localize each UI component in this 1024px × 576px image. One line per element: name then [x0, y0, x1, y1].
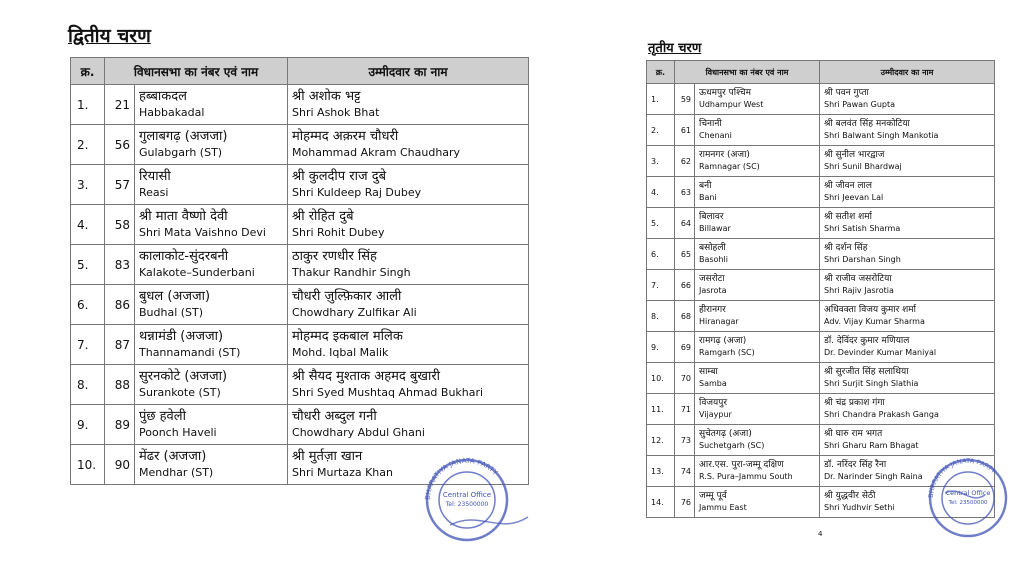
table-row	[647, 115, 995, 146]
serial-cell: 2.	[647, 115, 675, 146]
serial-cell: 7.	[647, 270, 675, 301]
constituency-name-english: Surankote (ST)	[139, 385, 221, 399]
candidate-header: उम्मीदवार का नाम	[820, 61, 995, 84]
table-row	[647, 332, 995, 363]
constituency-cell	[135, 285, 288, 325]
seal-tel-text: Tel: 23500000	[948, 500, 988, 506]
constituency-number-cell: 76	[675, 487, 695, 518]
constituency-name-english: Bani	[699, 193, 717, 202]
serial-cell: 8.	[71, 365, 105, 405]
table-row	[71, 285, 529, 325]
constituency-name-english: Basohli	[699, 255, 728, 264]
constituency-number-cell: 63	[675, 177, 695, 208]
candidate-cell	[288, 405, 529, 445]
candidate-cell	[820, 270, 995, 301]
constituency-name-hindi: थन्नामंडी (अजजा)	[139, 328, 224, 344]
serial-cell: 5.	[71, 245, 105, 285]
candidate-name-hindi: मोहम्मद इकबाल मलिक	[292, 328, 403, 344]
table-row	[647, 208, 995, 239]
table-row	[71, 125, 529, 165]
seal-office-text: Central Office	[945, 489, 991, 497]
table-row	[647, 239, 995, 270]
serial-cell: 9.	[71, 405, 105, 445]
table-row	[647, 270, 995, 301]
constituency-header: विधानसभा का नंबर एवं नाम	[105, 58, 288, 85]
constituency-name-hindi: रियासी	[139, 168, 171, 184]
table-row	[647, 425, 995, 456]
seal-org-text: BHARATIYA JANATA PARTY	[423, 456, 500, 501]
serial-cell: 2.	[71, 125, 105, 165]
serial-header: क्र.	[647, 61, 675, 84]
candidate-cell	[288, 85, 529, 125]
bjp-seal-stamp	[925, 455, 1015, 540]
candidate-name-hindi: अधिवक्ता विजय कुमार शर्मा	[824, 305, 916, 315]
constituency-name-hindi: हब्बाकदल	[139, 88, 187, 104]
constituency-cell	[695, 270, 820, 301]
candidate-name-hindi: मोहम्मद अक़रम चौधरी	[292, 128, 399, 144]
constituency-number-cell: 58	[105, 205, 135, 245]
constituency-name-english: Samba	[699, 379, 727, 388]
constituency-cell	[135, 325, 288, 365]
constituency-cell	[135, 125, 288, 165]
candidate-cell	[288, 325, 529, 365]
constituency-number-cell: 74	[675, 456, 695, 487]
candidate-name-hindi: श्री पवन गुप्ता	[824, 88, 869, 98]
constituency-name-hindi: जम्मू पूर्व	[699, 491, 727, 501]
serial-cell: 7.	[71, 325, 105, 365]
constituency-cell	[695, 239, 820, 270]
candidate-cell	[820, 425, 995, 456]
constituency-name-english: Vijaypur	[699, 410, 732, 419]
constituency-number-cell: 83	[105, 245, 135, 285]
candidate-name-english: Shri Jeevan Lal	[824, 193, 884, 202]
constituency-cell	[695, 84, 820, 115]
serial-cell: 4.	[71, 205, 105, 245]
constituency-name-english: Kalakote–Sunderbani	[139, 265, 255, 279]
constituency-name-hindi: हीरानगर	[699, 305, 726, 315]
candidate-name-english: Shri Rohit Dubey	[292, 225, 385, 239]
table-row	[71, 245, 529, 285]
constituency-number-cell: 71	[675, 394, 695, 425]
constituency-number-cell: 57	[105, 165, 135, 205]
constituency-number-cell: 68	[675, 301, 695, 332]
seal-org-text: BHARATIYA JANATA PARTY	[926, 456, 998, 499]
candidate-name-hindi: चौधरी अब्दुल गनी	[292, 408, 377, 424]
serial-cell: 10.	[71, 445, 105, 485]
constituency-number-cell: 61	[675, 115, 695, 146]
serial-cell: 5.	[647, 208, 675, 239]
constituency-name-english: Chenani	[699, 131, 732, 140]
candidate-name-english: Shri Surjit Singh Slathia	[824, 379, 919, 388]
constituency-name-english: Ramnagar (SC)	[699, 162, 760, 171]
constituency-name-hindi: सुरनकोटे (अजजा)	[139, 368, 228, 384]
constituency-name-english: Habbakadal	[139, 105, 205, 119]
candidate-name-english: Shri Rajiv Jasrotia	[824, 286, 894, 295]
candidate-cell	[288, 285, 529, 325]
candidate-name-english: Chowdhary Abdul Ghani	[292, 425, 425, 439]
constituency-name-hindi: जसरोटा	[699, 274, 725, 284]
candidate-name-hindi: श्री चंद्र प्रकाश गंगा	[824, 398, 885, 408]
constituency-number-cell: 64	[675, 208, 695, 239]
candidate-cell	[288, 205, 529, 245]
candidate-name-hindi: श्री राजीव जसरोटिया	[824, 274, 892, 284]
constituency-cell	[695, 115, 820, 146]
constituency-name-hindi: रामगढ़ (अजा)	[699, 336, 747, 346]
constituency-name-hindi: बुधल (अजजा)	[139, 288, 211, 304]
candidate-cell	[820, 332, 995, 363]
constituency-number-cell: 87	[105, 325, 135, 365]
candidate-name-english: Mohammad Akram Chaudhary	[292, 145, 461, 159]
constituency-number-cell: 86	[105, 285, 135, 325]
candidate-cell	[288, 365, 529, 405]
serial-cell: 3.	[71, 165, 105, 205]
candidate-name-english: Shri Balwant Singh Mankotia	[824, 131, 939, 140]
candidate-name-english: Shri Chandra Prakash Ganga	[824, 410, 939, 419]
candidate-name-english: Mohd. Iqbal Malik	[292, 345, 389, 359]
seal-tel-text: Tel: 23500000	[445, 501, 489, 508]
candidate-name-hindi: श्री दर्शन सिंह	[824, 243, 868, 253]
constituency-name-hindi: बनी	[699, 181, 712, 191]
constituency-name-hindi: सुचेतगढ़ (अजा)	[699, 429, 752, 439]
serial-cell: 4.	[647, 177, 675, 208]
candidate-name-hindi: श्री सतीश शर्मा	[824, 212, 872, 222]
table-header-row	[71, 58, 529, 85]
serial-cell: 8.	[647, 301, 675, 332]
constituency-cell	[135, 445, 288, 485]
serial-cell: 1.	[647, 84, 675, 115]
constituency-cell	[695, 177, 820, 208]
constituency-cell	[135, 85, 288, 125]
candidate-name-hindi: श्री बलवंत सिंह मनकोटिया	[824, 119, 910, 129]
constituency-cell	[695, 146, 820, 177]
constituency-name-english: Hiranagar	[699, 317, 739, 326]
candidate-name-english: Shri Gharu Ram Bhagat	[824, 441, 919, 450]
constituency-cell	[135, 165, 288, 205]
candidate-name-english: Shri Pawan Gupta	[824, 100, 896, 109]
constituency-name-hindi: विजयपुर	[699, 398, 728, 408]
constituency-cell	[695, 363, 820, 394]
serial-cell: 9.	[647, 332, 675, 363]
candidate-name-english: Dr. Devinder Kumar Maniyal	[824, 348, 937, 357]
candidate-cell	[820, 239, 995, 270]
candidate-name-english: Chowdhary Zulfikar Ali	[292, 305, 417, 319]
candidate-cell	[288, 125, 529, 165]
constituency-number-cell: 89	[105, 405, 135, 445]
page-number: 4	[818, 530, 823, 538]
constituency-name-english: Reasi	[139, 185, 169, 199]
constituency-name-english: Thannamandi (ST)	[139, 345, 241, 359]
candidate-name-hindi: डॉ. नरिंदर सिंह रैना	[824, 460, 887, 470]
serial-cell: 1.	[71, 85, 105, 125]
serial-cell: 14.	[647, 487, 675, 518]
constituency-name-english: Billawar	[699, 224, 731, 233]
constituency-number-cell: 90	[105, 445, 135, 485]
candidate-name-english: Shri Satish Sharma	[824, 224, 901, 233]
constituency-name-hindi: रामनगर (अजा)	[699, 150, 750, 160]
constituency-header: विधानसभा का नंबर एवं नाम	[675, 61, 820, 84]
candidate-name-hindi: श्री सुरजीत सिंह सलाथिया	[824, 367, 909, 377]
candidate-cell	[288, 165, 529, 205]
constituency-cell	[135, 205, 288, 245]
phase3-table	[646, 60, 998, 518]
serial-cell: 13.	[647, 456, 675, 487]
constituency-name-hindi: साम्बा	[699, 367, 718, 377]
constituency-name-hindi: मेंढर (अजजा)	[139, 448, 207, 464]
constituency-name-english: Poonch Haveli	[139, 425, 217, 439]
phase2-table	[70, 57, 529, 485]
candidate-name-english: Thakur Randhir Singh	[292, 265, 411, 279]
candidate-name-hindi: श्री रोहित दुबे	[292, 208, 354, 224]
constituency-number-cell: 56	[105, 125, 135, 165]
serial-cell: 10.	[647, 363, 675, 394]
serial-cell: 11.	[647, 394, 675, 425]
constituency-name-english: Shri Mata Vaishno Devi	[139, 225, 266, 239]
constituency-name-english: Jammu East	[699, 503, 747, 512]
candidate-cell	[820, 115, 995, 146]
candidate-name-english: Shri Ashok Bhat	[292, 105, 380, 119]
constituency-cell	[695, 208, 820, 239]
constituency-name-hindi: आर.एस. पुरा-जम्मू दक्षिण	[699, 460, 784, 470]
table-row	[71, 165, 529, 205]
candidate-cell	[820, 146, 995, 177]
candidate-name-hindi: श्री कुलदीप राज दुबे	[292, 168, 387, 184]
constituency-number-cell: 59	[675, 84, 695, 115]
constituency-cell	[135, 365, 288, 405]
constituency-number-cell: 69	[675, 332, 695, 363]
table-row	[647, 177, 995, 208]
candidate-name-english: Adv. Vijay Kumar Sharma	[824, 317, 925, 326]
candidate-header: उम्मीदवार का नाम	[288, 58, 529, 85]
table-row	[71, 85, 529, 125]
constituency-name-english: Ramgarh (SC)	[699, 348, 755, 357]
constituency-cell	[695, 332, 820, 363]
bjp-seal-stamp	[420, 455, 530, 545]
constituency-name-hindi: गुलाबगढ़ (अजजा)	[139, 128, 228, 144]
constituency-name-hindi: बिलावर	[699, 212, 724, 222]
candidate-name-hindi: श्री घारु राम भगत	[824, 429, 883, 439]
constituency-name-english: Jasrota	[699, 286, 727, 295]
serial-header: क्र.	[71, 58, 105, 85]
candidate-cell	[820, 394, 995, 425]
candidate-name-hindi: श्री सैयद मुश्ताक अहमद बुखारी	[292, 368, 441, 384]
constituency-number-cell: 21	[105, 85, 135, 125]
table-row	[647, 363, 995, 394]
candidate-name-english: Dr. Narinder Singh Raina	[824, 472, 923, 481]
serial-cell: 12.	[647, 425, 675, 456]
candidate-cell	[820, 301, 995, 332]
candidate-name-hindi: श्री मुर्तज़ा खान	[292, 448, 363, 464]
serial-cell: 6.	[71, 285, 105, 325]
table-row	[647, 146, 995, 177]
constituency-name-english: Mendhar (ST)	[139, 465, 214, 479]
candidate-cell	[820, 363, 995, 394]
constituency-cell	[695, 394, 820, 425]
constituency-number-cell: 66	[675, 270, 695, 301]
candidate-name-hindi: श्री अशोक भट्ट	[292, 88, 361, 104]
candidate-name-english: Shri Syed Mushtaq Ahmad Bukhari	[292, 385, 484, 399]
table-row	[71, 325, 529, 365]
serial-cell: 6.	[647, 239, 675, 270]
constituency-name-hindi: ऊधमपुर पश्चिम	[699, 88, 752, 98]
constituency-name-hindi: श्री माता वैष्णो देवी	[139, 208, 228, 224]
serial-cell: 3.	[647, 146, 675, 177]
candidate-name-hindi: श्री जीवन लाल	[824, 181, 872, 191]
candidate-name-hindi: चौधरी ज़ुल्फ़िकार आली	[292, 288, 402, 304]
constituency-name-english: Gulabgarh (ST)	[139, 145, 223, 159]
seal-office-text: Central Office	[442, 491, 492, 499]
candidate-cell	[820, 84, 995, 115]
constituency-number-cell: 73	[675, 425, 695, 456]
candidate-name-english: Shri Sunil Bhardwaj	[824, 162, 902, 171]
constituency-name-hindi: पुंछ हवेली	[139, 408, 186, 424]
table-row	[71, 365, 529, 405]
candidate-name-english: Shri Yudhvir Sethi	[824, 503, 895, 512]
constituency-name-hindi: चिनानी	[699, 119, 722, 129]
phase2-title: द्वितीय चरण	[68, 25, 151, 47]
constituency-cell	[135, 245, 288, 285]
constituency-name-english: Suchetgarh (SC)	[699, 441, 765, 450]
constituency-name-english: Udhampur West	[699, 100, 764, 109]
constituency-name-english: Budhal (ST)	[139, 305, 204, 319]
constituency-number-cell: 70	[675, 363, 695, 394]
candidate-name-english: Shri Darshan Singh	[824, 255, 901, 264]
candidate-name-hindi: श्री युद्धवीर सेठी	[824, 491, 876, 501]
candidate-name-hindi: श्री सुनील भारद्वाज	[824, 150, 885, 160]
constituency-cell	[695, 425, 820, 456]
constituency-number-cell: 65	[675, 239, 695, 270]
constituency-name-hindi: बसोहली	[699, 243, 726, 253]
candidate-cell	[820, 177, 995, 208]
candidate-name-hindi: डॉ. देविंदर कुमार मणियाल	[824, 336, 910, 346]
constituency-cell	[135, 405, 288, 445]
phase3-title: तृतीय चरण	[648, 41, 702, 56]
table-row	[71, 405, 529, 445]
constituency-cell	[695, 301, 820, 332]
constituency-number-cell: 62	[675, 146, 695, 177]
table-row	[647, 394, 995, 425]
constituency-name-english: R.S. Pura–Jammu South	[699, 472, 793, 481]
table-row	[71, 205, 529, 245]
candidate-cell	[820, 208, 995, 239]
candidate-cell	[288, 245, 529, 285]
candidate-name-hindi: ठाकुर रणधीर सिंह	[292, 248, 377, 264]
constituency-number-cell: 88	[105, 365, 135, 405]
table-header-row	[647, 61, 995, 84]
candidate-name-english: Shri Kuldeep Raj Dubey	[292, 185, 422, 199]
constituency-cell	[695, 456, 820, 487]
candidate-name-english: Shri Murtaza Khan	[292, 465, 393, 479]
table-row	[647, 301, 995, 332]
table-row	[647, 84, 995, 115]
constituency-cell	[695, 487, 820, 518]
constituency-name-hindi: कालाकोट-सुंदरबनी	[139, 248, 229, 264]
